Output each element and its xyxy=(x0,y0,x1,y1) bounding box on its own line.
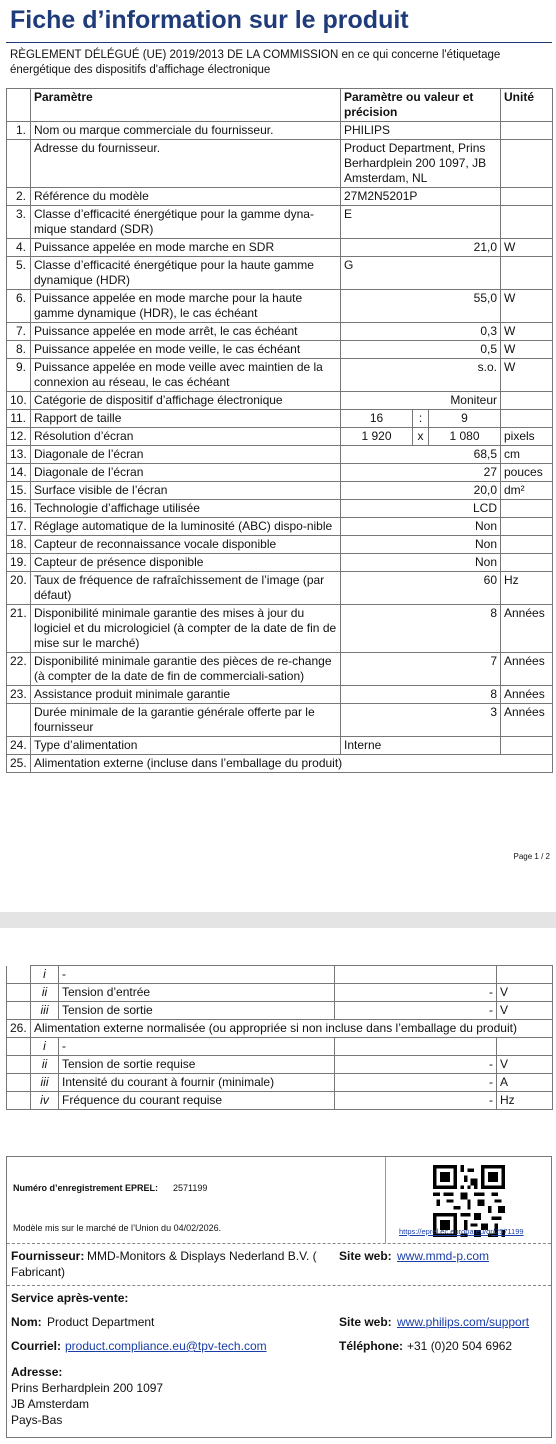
row-value-a: 1 920 xyxy=(341,428,413,446)
row-label: Disponibilité minimale garantie des mises à jour du logiciel et du micrologiciel (à compter de la date de fin de mise sur le marché) xyxy=(31,605,341,653)
row-number: 1. xyxy=(7,122,31,140)
row-label: Diagonale de l’écran xyxy=(31,464,341,482)
sub-index: i xyxy=(31,966,59,984)
table-row xyxy=(7,1038,553,1056)
row-value: s.o. xyxy=(341,359,501,392)
page-title: Fiche d’information sur le produit xyxy=(10,6,409,34)
row-unit: W xyxy=(501,239,553,257)
table-row xyxy=(7,572,553,605)
row-label: Puissance appelée en mode veille avec maintien de la connexion au réseau, le cas échéant xyxy=(31,359,341,392)
table-row xyxy=(7,1002,553,1020)
row-number: 9. xyxy=(7,359,31,392)
table-row xyxy=(7,554,553,572)
row-label: Catégorie de dispositif d’affichage électronique xyxy=(31,392,341,410)
footer-divider xyxy=(385,1157,386,1243)
row-unit: Années xyxy=(501,686,553,704)
continuation-table xyxy=(6,965,553,1110)
table-row xyxy=(7,1074,553,1092)
row-label: Diagonale de l’écran xyxy=(31,446,341,464)
sub-index: i xyxy=(31,1038,59,1056)
title-rule xyxy=(6,42,552,43)
row-unit: dm² xyxy=(501,482,553,500)
row-label: Puissance appelée en mode veille, le cas échéant xyxy=(31,341,341,359)
row-number: 11. xyxy=(7,410,31,428)
row-number: 2. xyxy=(7,188,31,206)
header-unit: Unité xyxy=(501,89,553,122)
divider xyxy=(7,1285,551,1286)
row-number: 26. xyxy=(7,1020,31,1038)
row-label: Puissance appelée en mode marche pour la haute gamme dynamique (HDR), le cas échéant xyxy=(31,290,341,323)
row-unit: pouces xyxy=(501,464,553,482)
row-value: 0,3 xyxy=(341,323,501,341)
phone-value: +31 (0)20 504 6962 xyxy=(407,1339,513,1353)
table-row xyxy=(7,122,553,140)
eprel-label: Numéro d’enregistrement EPREL: xyxy=(13,1183,159,1193)
service-website-link[interactable]: www.philips.com/support xyxy=(397,1315,530,1329)
row-number: 4. xyxy=(7,239,31,257)
row-label: Réglage automatique de la luminosité (ABC) dispo-nible xyxy=(31,518,341,536)
email-label: Courriel: xyxy=(11,1339,62,1353)
row-value: 20,0 xyxy=(341,482,501,500)
row-value-b: 9 xyxy=(429,410,501,428)
row-unit: Années xyxy=(501,605,553,653)
row-label: Alimentation externe (incluse dans l’emballage du produit) xyxy=(31,755,553,773)
row-number: 15. xyxy=(7,482,31,500)
row-label: Tension de sortie xyxy=(59,1002,335,1020)
sub-index: iv xyxy=(31,1092,59,1110)
service-website-label: Site web: xyxy=(339,1315,392,1329)
spec-table xyxy=(6,88,553,773)
table-row xyxy=(7,1056,553,1074)
row-value: 60 xyxy=(341,572,501,605)
row-number: 6. xyxy=(7,290,31,323)
address-line: Prins Berhardplein 200 1097 xyxy=(11,1381,164,1395)
regulation-subtitle: RÈGLEMENT DÉLÉGUÉ (UE) 2019/2013 DE LA COMMISSION en ce qui concerne l'étiquetage énergétique des dispositifs d'affichage électronique xyxy=(10,49,501,76)
row-value: 8 xyxy=(341,605,501,653)
market-date: Modèle mis sur le marché de l’Union du 04/02/2026. xyxy=(13,1223,222,1233)
row-number: 10. xyxy=(7,392,31,410)
table-row xyxy=(7,653,553,686)
row-label: Technologie d’affichage utilisée xyxy=(31,500,341,518)
row-label: Nom ou marque commerciale du fournisseur. xyxy=(31,122,341,140)
row-number: 24. xyxy=(7,737,31,755)
row-label: Adresse du fournisseur. xyxy=(31,140,341,188)
table-row xyxy=(7,1092,553,1110)
row-number: 22. xyxy=(7,653,31,686)
row-unit: cm xyxy=(501,446,553,464)
row-number: 19. xyxy=(7,554,31,572)
row-value-separator: : xyxy=(413,410,429,428)
row-label: Rapport de taille xyxy=(31,410,341,428)
row-value: E xyxy=(341,206,501,239)
row-unit xyxy=(501,122,553,140)
row-value: PHILIPS xyxy=(341,122,501,140)
row-label: Intensité du courant à fournir (minimale) xyxy=(59,1074,335,1092)
table-row xyxy=(7,428,553,446)
row-value: Non xyxy=(341,554,501,572)
row-unit: Années xyxy=(501,653,553,686)
row-value: 27M2N5201P xyxy=(341,188,501,206)
row-number: 16. xyxy=(7,500,31,518)
row-label: Tension d’entrée xyxy=(59,984,335,1002)
row-value: 3 xyxy=(341,704,501,737)
address-line: Pays-Bas xyxy=(11,1413,63,1427)
row-label: - xyxy=(59,1038,335,1056)
row-value: - xyxy=(335,1002,497,1020)
table-row xyxy=(7,482,553,500)
name-label: Nom: xyxy=(11,1315,42,1329)
row-label: Fréquence du courant requise xyxy=(59,1092,335,1110)
row-unit: V xyxy=(497,984,553,1002)
row-label: Assistance produit minimale garantie xyxy=(31,686,341,704)
address-line: JB Amsterdam xyxy=(11,1397,90,1411)
row-value: 27 xyxy=(341,464,501,482)
row-value: 8 xyxy=(341,686,501,704)
row-number: 14. xyxy=(7,464,31,482)
row-unit: Hz xyxy=(497,1092,553,1110)
row-unit: V xyxy=(497,1002,553,1020)
row-number: 23. xyxy=(7,686,31,704)
address-label: Adresse: xyxy=(11,1365,63,1379)
row-label: Durée minimale de la garantie générale offerte par le fournisseur xyxy=(31,704,341,737)
row-value: Non xyxy=(341,536,501,554)
supplier-footer xyxy=(6,1156,552,1438)
row-value: 55,0 xyxy=(341,290,501,323)
page-number: Page 1 / 2 xyxy=(513,852,550,861)
row-number: 13. xyxy=(7,446,31,464)
table-row xyxy=(7,290,553,323)
row-label: Alimentation externe normalisée (ou appropriée si non incluse dans l’emballage du produit) xyxy=(31,1020,553,1038)
row-label: Classe d’efficacité énergétique pour la gamme dyna-mique standard (SDR) xyxy=(31,206,341,239)
table-row xyxy=(7,536,553,554)
row-number: 12. xyxy=(7,428,31,446)
row-label: Résolution d’écran xyxy=(31,428,341,446)
row-value-separator: x xyxy=(413,428,429,446)
row-number: 18. xyxy=(7,536,31,554)
row-value: Product Department, Prins Berhardplein 200 1097, JB Amsterdam, NL xyxy=(341,140,501,188)
row-value: 7 xyxy=(341,653,501,686)
row-value: - xyxy=(335,1074,497,1092)
header-param: Paramètre xyxy=(31,89,341,122)
divider xyxy=(7,1243,551,1244)
table-row xyxy=(7,359,553,392)
row-value: 0,5 xyxy=(341,341,501,359)
table-row xyxy=(7,239,553,257)
row-value: Interne xyxy=(341,737,501,755)
sub-index: ii xyxy=(31,984,59,1002)
row-value: 68,5 xyxy=(341,446,501,464)
row-value: 21,0 xyxy=(341,239,501,257)
table-row xyxy=(7,704,553,737)
website-label: Site web: xyxy=(339,1249,392,1263)
table-row xyxy=(7,206,553,239)
row-number: 3. xyxy=(7,206,31,239)
table-row xyxy=(7,140,553,188)
phone-label: Téléphone: xyxy=(339,1339,404,1353)
table-row xyxy=(7,410,553,428)
table-row xyxy=(7,984,553,1002)
row-value: G xyxy=(341,257,501,290)
table-row xyxy=(7,737,553,755)
table-row xyxy=(7,500,553,518)
row-label: Capteur de reconnaissance vocale disponible xyxy=(31,536,341,554)
row-number: 25. xyxy=(7,755,31,773)
row-label: Classe d’efficacité énergétique pour la haute gamme dynamique (HDR) xyxy=(31,257,341,290)
table-row xyxy=(7,446,553,464)
row-label: Capteur de présence disponible xyxy=(31,554,341,572)
table-row xyxy=(7,188,553,206)
header-value: Paramètre ou valeur et précision xyxy=(341,89,501,122)
row-number: 5. xyxy=(7,257,31,290)
row-number: 20. xyxy=(7,572,31,605)
row-unit: Hz xyxy=(501,572,553,605)
row-label: Puissance appelée en mode marche en SDR xyxy=(31,239,341,257)
eprel-number: 2571199 xyxy=(173,1183,208,1193)
row-value-b: 1 080 xyxy=(429,428,501,446)
row-label: Surface visible de l’écran xyxy=(31,482,341,500)
row-value: LCD xyxy=(341,500,501,518)
table-row xyxy=(7,1020,553,1038)
row-unit: W xyxy=(501,359,553,392)
row-unit: A xyxy=(497,1074,553,1092)
table-row xyxy=(7,605,553,653)
sub-index: ii xyxy=(31,1056,59,1074)
row-label: Type d’alimentation xyxy=(31,737,341,755)
table-row xyxy=(7,323,553,341)
row-value: - xyxy=(335,984,497,1002)
row-label: - xyxy=(59,966,335,984)
row-value-a: 16 xyxy=(341,410,413,428)
row-unit: V xyxy=(497,1056,553,1074)
table-row xyxy=(7,755,553,773)
eprel-link[interactable]: https://eprel.ec.europa.eu/qr/2571199 xyxy=(399,1227,524,1236)
row-label: Puissance appelée en mode arrêt, le cas échéant xyxy=(31,323,341,341)
row-value: Moniteur xyxy=(341,392,501,410)
table-row xyxy=(7,518,553,536)
row-unit: W xyxy=(501,341,553,359)
row-label: Référence du modèle xyxy=(31,188,341,206)
name-value: Product Department xyxy=(47,1315,155,1329)
row-value: - xyxy=(335,1056,497,1074)
table-row xyxy=(7,392,553,410)
row-unit: Années xyxy=(501,704,553,737)
email-link[interactable]: product.compliance.eu@tpv-tech.com xyxy=(65,1339,267,1353)
row-number: 8. xyxy=(7,341,31,359)
supplier-website-link[interactable]: www.mmd-p.com xyxy=(397,1249,490,1263)
row-value: - xyxy=(335,1092,497,1110)
row-label: Disponibilité minimale garantie des pièces de re-change (à compter de la date de fin de commerciali-sation) xyxy=(31,653,341,686)
supplier-label: Fournisseur: xyxy=(11,1249,85,1263)
supplier-value-cont: Fabricant) xyxy=(11,1265,66,1279)
table-row xyxy=(7,341,553,359)
row-value: Non xyxy=(341,518,501,536)
table-row xyxy=(7,257,553,290)
row-label: Taux de fréquence de rafraîchissement de l’image (par défaut) xyxy=(31,572,341,605)
row-unit: pixels xyxy=(501,428,553,446)
row-unit: W xyxy=(501,323,553,341)
table-header-row xyxy=(7,89,553,122)
table-row xyxy=(7,686,553,704)
service-label: Service après-vente: xyxy=(11,1291,129,1305)
row-number: 7. xyxy=(7,323,31,341)
row-number: 21. xyxy=(7,605,31,653)
table-row xyxy=(7,464,553,482)
page-separator xyxy=(0,912,556,928)
row-number: 17. xyxy=(7,518,31,536)
table-row xyxy=(7,966,553,984)
sub-index: iii xyxy=(31,1002,59,1020)
row-unit: W xyxy=(501,290,553,323)
row-label: Tension de sortie requise xyxy=(59,1056,335,1074)
sub-index: iii xyxy=(31,1074,59,1092)
supplier-value: MMD-Monitors & Displays Nederland B.V. ( xyxy=(87,1249,317,1263)
